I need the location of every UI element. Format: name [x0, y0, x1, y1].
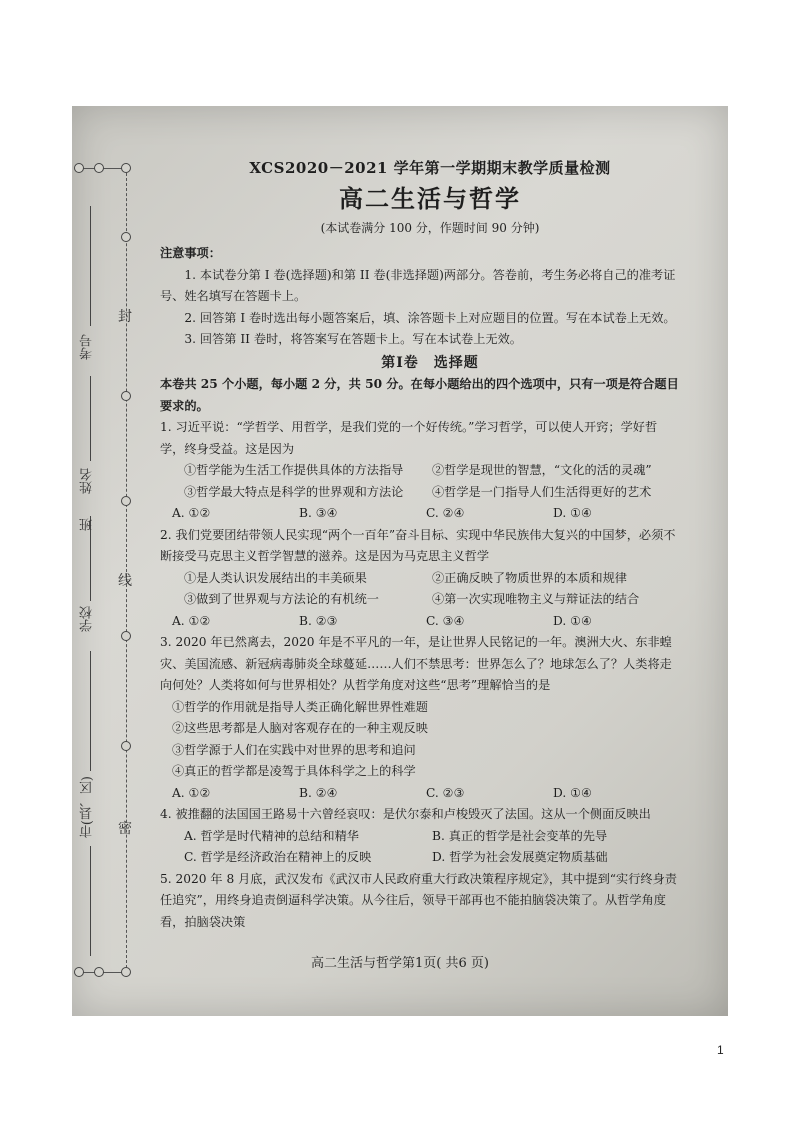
option-row: [160, 589, 680, 611]
choice: C. ③④: [426, 613, 465, 628]
option: ④第一次实现唯物主义与辩证法的结合: [432, 592, 640, 606]
option: D. 哲学为社会发展奠定物质基础: [432, 850, 608, 864]
school-label: 学校: [80, 606, 95, 632]
binding-margin: [72, 106, 152, 1016]
question-stem: 4. 被推翻的法国国王路易十六曾经哀叹：是伏尔泰和卢梭毁灭了法国。这从一个侧面反映出: [160, 807, 651, 821]
notes-heading: 注意事项：: [160, 246, 221, 260]
option-row: [160, 826, 680, 848]
seal-char: 封: [118, 309, 132, 325]
class-label: 班: [80, 518, 95, 531]
exam-number-label: 考号: [80, 334, 95, 360]
choice: D. ①④: [553, 785, 592, 800]
subject-title: 高二生活与哲学: [339, 183, 521, 213]
note-item: 3. 回答第 II 卷时，将答案写在答题卡上。写在本试卷上无效。: [184, 332, 522, 346]
question-stem: 5. 2020 年 8 月底，武汉发布《武汉市人民政府重大行政决策程序规定》，其中提到“实行终身责任追究”，用终身追责倒逼科学决策。从今往后，领导干部再也不能拍脑袋决策了。从哲学角度看，拍脑袋决策: [160, 871, 677, 929]
note-item: 1. 本试卷分第 I 卷(选择题)和第 II 卷(非选择题)两部分。答卷前，考生务必将自己的准考证号、姓名填写在答题卡上。: [160, 267, 676, 303]
choice: B. ②③: [299, 613, 338, 628]
section-title: 第Ⅰ卷 选择题: [381, 354, 479, 371]
page-number: 1: [717, 1043, 724, 1057]
name-label: 姓名: [80, 468, 95, 494]
option: ②哲学是现世的智慧，“文化的活的灵魂”: [432, 463, 652, 477]
option: C. 哲学是经济政治在精神上的反映: [184, 850, 372, 864]
choice: A. ①②: [172, 613, 211, 628]
option: ①是人类认识发展结出的丰美硕果: [184, 570, 367, 585]
option: ③哲学最大特点是科学的世界观和方法论: [184, 484, 404, 499]
option-row: [160, 847, 680, 869]
line-char: 线: [118, 573, 132, 589]
question-stem: 2. 我们党要团结带领人民实现“两个一百年”奋斗目标、实现中华民族伟大复兴的中国梦，必须不断接受马克思主义哲学智慧的滋养。这是因为马克思主义哲学: [160, 527, 676, 563]
page-footer: 高二生活与哲学第1页( 共6 页): [311, 956, 489, 971]
choice: C. ②④: [426, 506, 465, 520]
choice-row: [160, 611, 680, 633]
option: ③做到了世界观与方法论的有机统一: [184, 592, 379, 606]
note-item: 2. 回答第 I 卷时选出每小题答案后，填、涂答题卡上对应题目的位置。写在本试卷上无效。: [184, 310, 676, 325]
question-stem: 1. 习近平说：“学哲学、用哲学，是我们党的一个好传统。”学习哲学，可以使人开窍；学好哲学，终身受益。这是因为: [160, 420, 658, 456]
scanned-exam-photo: [72, 106, 728, 1016]
choice: B. ②④: [299, 785, 338, 800]
option: A. 哲学是时代精神的总结和精华: [184, 828, 359, 843]
option-row: [160, 460, 680, 482]
option: ③哲学源于人们在实践中对世界的思考和追问: [172, 742, 416, 757]
city-county-label: 市(县、区): [80, 776, 95, 839]
option-row: [160, 568, 680, 590]
exam-content: [160, 158, 680, 933]
choice: A. ①②: [172, 506, 211, 520]
option: ①哲学能为生活工作提供具体的方法指导: [184, 463, 404, 477]
option: ①哲学的作用就是指导人类正确化解世界性难题: [172, 699, 428, 714]
sealed-char: 密: [118, 821, 132, 837]
option: ②正确反映了物质世界的本质和规律: [432, 570, 627, 585]
choice: D. ①④: [553, 506, 592, 520]
exam-title: XCS2020－2021 学年第一学期期末教学质量检测: [249, 159, 611, 177]
option: ②这些思考都是人脑对客观存在的一种主观反映: [172, 721, 428, 735]
section-intro: 本卷共 25 个小题，每小题 2 分，共 50 分。在每小题给出的四个选项中，只有一项是符合题目要求的。: [160, 377, 679, 413]
choice: A. ①②: [172, 785, 211, 800]
question-stem: 3. 2020 年已然离去，2020 年是不平凡的一年，是让世界人民铭记的一年。澳洲大火、东非蝗灾、美国流感、新冠病毒肺炎全球蔓延……人们不禁思考：世界怎么了？地球怎么了？人类将走向何处？人类将如何与世界相处？从哲学角度对这些“思考”理解恰当的是: [160, 635, 672, 692]
choice: B. ③④: [299, 506, 338, 520]
option: ④真正的哲学都是凌驾于具体科学之上的科学: [172, 764, 416, 778]
option: ④哲学是一门指导人们生活得更好的艺术: [432, 484, 652, 499]
exam-subtitle: (本试卷满分 100 分，作题时间 90 分钟): [320, 220, 540, 235]
option-row: [160, 482, 680, 504]
choice-row: [160, 783, 680, 805]
choice: C. ②③: [426, 785, 465, 800]
option: B. 真正的哲学是社会变革的先导: [432, 828, 608, 843]
choice: D. ①④: [553, 613, 592, 628]
choice-row: [160, 503, 680, 525]
